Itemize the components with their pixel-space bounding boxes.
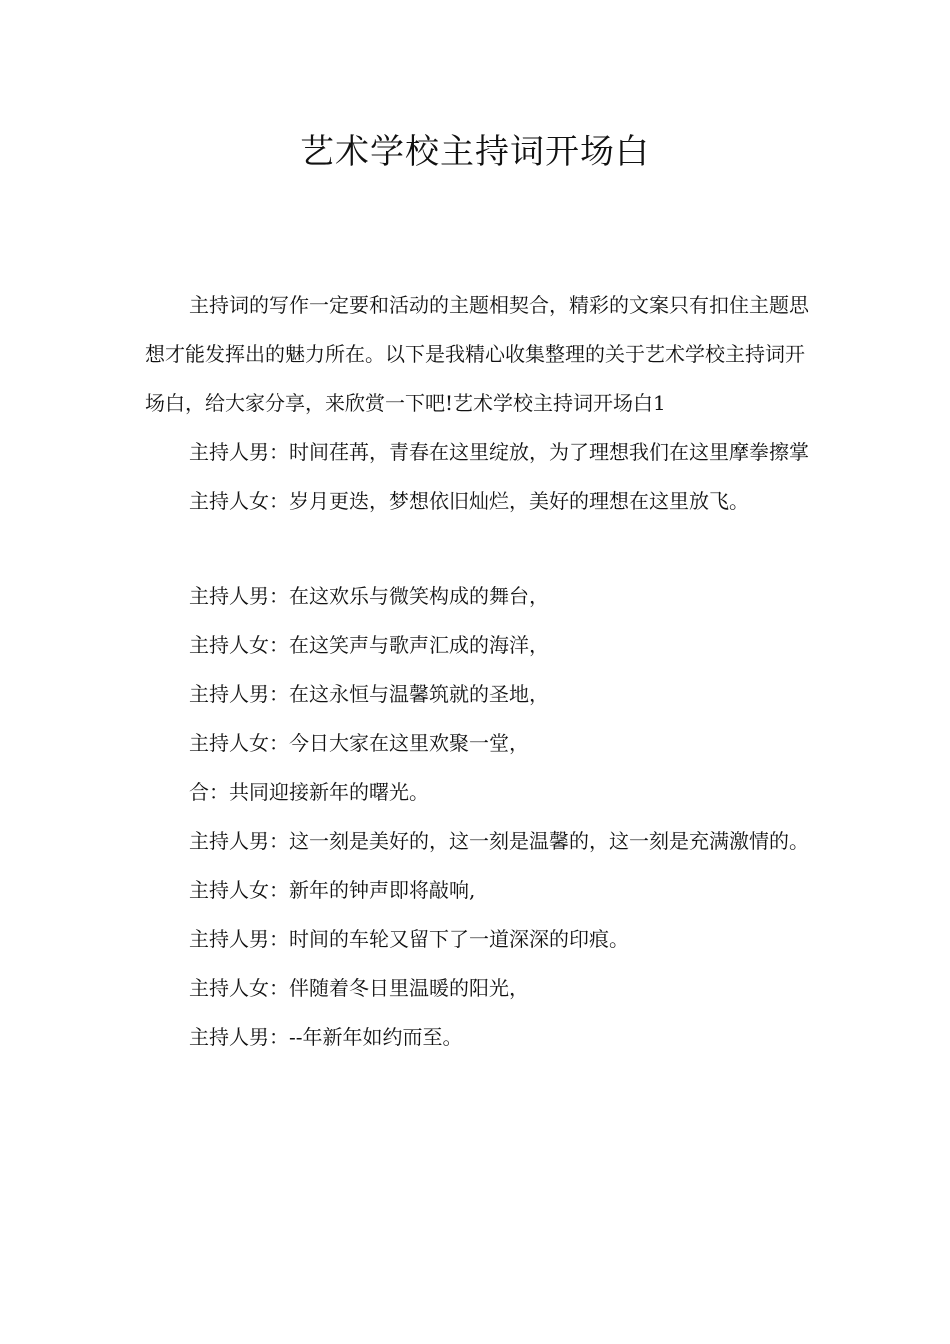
- document-body: [145, 281, 813, 1062]
- paragraph-line: 主持人男：在这欢乐与微笑构成的舞台，: [189, 584, 549, 608]
- paragraph-line: 主持人男：时间的车轮又留下了一道深深的印痕。: [189, 927, 629, 951]
- paragraph-gap: [145, 526, 813, 572]
- paragraph-line: 主持人女：在这笑声与歌声汇成的海洋，: [189, 633, 549, 657]
- paragraph-line: 主持人男：这一刻是美好的，这一刻是温馨的，这一刻是充满激情的。: [189, 829, 809, 853]
- paragraph-intro: 主持词的写作一定要和活动的主题相契合，精彩的文案只有扣住主题思想才能发挥出的魅力所在。以下是我精心收集整理的关于艺术学校主持词开场白，给大家分享，来欣赏一下吧!艺术学校主持词开场白1: [145, 293, 809, 415]
- paragraph-line: 主持人女：岁月更迭，梦想依旧灿烂，美好的理想在这里放飞。: [189, 489, 749, 513]
- paragraph-line: 主持人男：时间荏苒，青春在这里绽放，为了理想我们在这里摩拳擦掌: [189, 440, 809, 464]
- paragraph-line: 主持人女：今日大家在这里欢聚一堂，: [189, 731, 529, 755]
- paragraph-line: 主持人男：在这永恒与温馨筑就的圣地，: [189, 682, 549, 706]
- paragraph-line: 主持人女：伴随着冬日里温暖的阳光，: [189, 976, 529, 1000]
- paragraph-line: 主持人女：新年的钟声即将敲响,: [189, 878, 476, 902]
- paragraph-line: 合：共同迎接新年的曙光。: [189, 780, 429, 804]
- paragraph-line: 主持人男：--年新年如约而至。: [189, 1025, 463, 1049]
- document-title: 艺术学校主持词开场白: [300, 132, 650, 172]
